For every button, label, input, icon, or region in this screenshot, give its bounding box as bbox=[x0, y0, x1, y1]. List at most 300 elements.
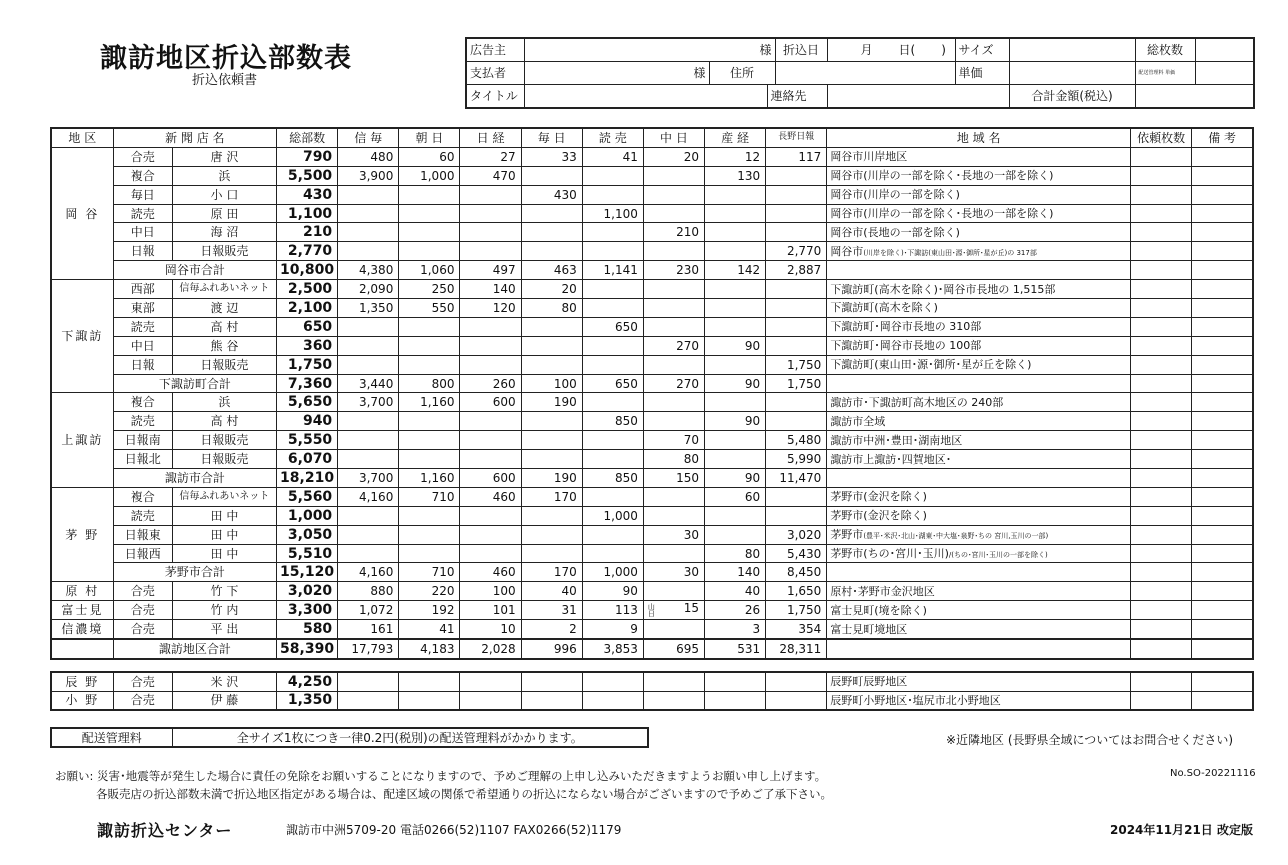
asahi-cell bbox=[399, 672, 460, 691]
request-count-cell[interactable] bbox=[1131, 450, 1192, 469]
region-cell: 辰 野 bbox=[51, 672, 113, 691]
yomiuri-cell: 650 bbox=[582, 317, 643, 336]
yomiuri-value: 113 bbox=[614, 603, 638, 618]
shinmai-cell: 3,700 bbox=[338, 393, 399, 412]
area-text: 諏訪市上諏訪･四賀地区･ bbox=[830, 452, 952, 466]
area-cell bbox=[827, 299, 1131, 318]
request-count-cell[interactable] bbox=[1131, 261, 1192, 280]
remarks-cell[interactable] bbox=[1192, 166, 1253, 185]
mainichi-cell bbox=[521, 166, 582, 185]
sankei-value: 3 bbox=[752, 622, 761, 637]
subtotal-total: 15,120 bbox=[277, 563, 338, 582]
grand-total-label: 諏訪地区合計 bbox=[113, 639, 276, 659]
chunichi-cell bbox=[643, 393, 704, 412]
sankei-subtotal: 140 bbox=[705, 563, 766, 582]
mainichi-cell bbox=[521, 450, 582, 469]
remarks-cell[interactable] bbox=[1192, 242, 1253, 261]
column-header: 信 毎 bbox=[338, 128, 399, 147]
sankei-cell bbox=[705, 223, 766, 242]
asahi-subtotal: 800 bbox=[399, 374, 460, 393]
shinmai-cell bbox=[338, 672, 399, 691]
sankei-cell bbox=[705, 450, 766, 469]
center-name: 諏訪折込センター bbox=[97, 821, 233, 840]
request-count-cell[interactable] bbox=[1131, 582, 1192, 601]
chunichi-cell bbox=[643, 506, 704, 525]
nagano-cell: 5,430 bbox=[766, 544, 827, 563]
address-field[interactable] bbox=[775, 62, 955, 85]
nikkei-subtotal: 600 bbox=[460, 469, 521, 488]
near-area-note: ※近隣地区 (長野県全域についてはお問合せください) bbox=[946, 733, 1233, 747]
chunichi-cell: 70 bbox=[643, 431, 704, 450]
remarks-cell[interactable] bbox=[1192, 204, 1253, 223]
total-sheets-field[interactable] bbox=[1195, 38, 1254, 62]
asahi-cell: 1,000 bbox=[399, 166, 460, 185]
asahi-cell: 710 bbox=[399, 487, 460, 506]
shinmai-cell bbox=[338, 223, 399, 242]
chunichi-cell bbox=[643, 242, 704, 261]
mainichi-cell bbox=[521, 336, 582, 355]
circulation-table bbox=[50, 127, 1254, 660]
chunichi-cell: 20 bbox=[643, 147, 704, 166]
asahi-cell: 250 bbox=[399, 280, 460, 299]
nagano-cell bbox=[766, 299, 827, 318]
subtotal-row bbox=[51, 374, 1253, 393]
area-text: 諏訪市･下諏訪町高木地区の 240部 bbox=[830, 395, 1004, 409]
paper-type-cell: 読売 bbox=[113, 412, 172, 431]
total-cell: 5,510 bbox=[277, 544, 338, 563]
request-count-cell[interactable] bbox=[1131, 431, 1192, 450]
paper-type-cell: 読売 bbox=[113, 204, 172, 223]
paper-type-cell: 中日 bbox=[113, 336, 172, 355]
shinmai-cell bbox=[338, 450, 399, 469]
chunichi-cell bbox=[643, 185, 704, 204]
remarks-cell[interactable] bbox=[1192, 317, 1253, 336]
nagano-cell bbox=[766, 336, 827, 355]
area-cell: 原村･茅野市金沢地区 bbox=[827, 582, 1131, 601]
total-cell: 2,770 bbox=[277, 242, 338, 261]
nagano-cell bbox=[766, 506, 827, 525]
request-count-cell[interactable] bbox=[1131, 355, 1192, 374]
store-name-cell: 日報販売 bbox=[172, 450, 276, 469]
insert-date-field[interactable] bbox=[827, 38, 955, 62]
month-label: 月 bbox=[860, 43, 873, 57]
column-header: 日 経 bbox=[460, 128, 521, 147]
total-cell: 5,550 bbox=[277, 431, 338, 450]
asahi-cell bbox=[399, 506, 460, 525]
remarks-cell[interactable] bbox=[1192, 393, 1253, 412]
chunichi-subtotal: 230 bbox=[643, 261, 704, 280]
area-cell bbox=[827, 204, 1131, 223]
table-row bbox=[51, 185, 1253, 204]
extra-areas-table bbox=[50, 671, 1254, 711]
nagano-cell bbox=[766, 185, 827, 204]
store-name-cell: 信毎ふれあいネット bbox=[172, 487, 276, 506]
mainichi-cell bbox=[521, 525, 582, 544]
paper-type-cell: 西部 bbox=[113, 280, 172, 299]
area-text: 諏訪市全域 bbox=[830, 414, 886, 428]
store-name-cell: 信毎ふれあいネット bbox=[172, 280, 276, 299]
nikkei-cell bbox=[460, 691, 521, 710]
sankei-cell bbox=[705, 672, 766, 691]
nikkei-cell bbox=[460, 506, 521, 525]
remarks-cell[interactable] bbox=[1192, 620, 1253, 639]
table-row bbox=[51, 582, 1253, 601]
sankei-cell bbox=[705, 431, 766, 450]
asahi-cell bbox=[399, 544, 460, 563]
nikkei-cell bbox=[460, 223, 521, 242]
area-text: 岡谷市川岸地区 bbox=[830, 150, 908, 164]
notice bbox=[55, 767, 832, 803]
request-count-cell[interactable] bbox=[1131, 242, 1192, 261]
advertiser-label: 広告主 bbox=[466, 38, 524, 62]
remarks-cell[interactable] bbox=[1192, 691, 1253, 710]
subtotal-total: 18,210 bbox=[277, 469, 338, 488]
store-name-cell: 田 中 bbox=[172, 506, 276, 525]
shinmai-cell: 1,350 bbox=[338, 299, 399, 318]
request-count-cell[interactable] bbox=[1131, 506, 1192, 525]
column-header: 新 聞 店 名 bbox=[113, 128, 276, 147]
sankei-cell bbox=[705, 299, 766, 318]
yomiuri-cell bbox=[582, 166, 643, 185]
yomiuri-cell bbox=[582, 431, 643, 450]
total-cell: 1,000 bbox=[277, 506, 338, 525]
request-count-cell[interactable] bbox=[1131, 601, 1192, 620]
advertiser-field[interactable] bbox=[524, 38, 775, 62]
area-cell bbox=[827, 431, 1131, 450]
nagano-subtotal: 2,887 bbox=[766, 261, 827, 280]
mainichi-cell bbox=[521, 506, 582, 525]
yomiuri-cell bbox=[582, 223, 643, 242]
asahi-grand-total: 4,183 bbox=[399, 639, 460, 659]
nagano-cell: 117 bbox=[766, 147, 827, 166]
shinmai-cell: 480 bbox=[338, 147, 399, 166]
paper-type-cell: 複合 bbox=[113, 393, 172, 412]
area-cell bbox=[827, 563, 1131, 582]
chunichi-cell bbox=[643, 317, 704, 336]
yomiuri-cell bbox=[582, 544, 643, 563]
nagano-cell bbox=[766, 672, 827, 691]
remarks-cell[interactable] bbox=[1192, 223, 1253, 242]
payer-field[interactable] bbox=[524, 62, 709, 85]
sankei-cell bbox=[705, 620, 766, 639]
table-row bbox=[51, 317, 1253, 336]
remarks-cell[interactable] bbox=[1192, 299, 1253, 318]
nikkei-cell bbox=[460, 582, 521, 601]
paper-type-cell: 日報西 bbox=[113, 544, 172, 563]
shinmai-cell: 3,900 bbox=[338, 166, 399, 185]
notice-line-2: 各販売店の折込部数未満で折込地区指定がある場合は、配達区域の関係で希望通りの折込にならない場合がございますので予めご了承下さい。 bbox=[96, 787, 832, 801]
mainichi-cell bbox=[521, 431, 582, 450]
remarks-cell[interactable] bbox=[1192, 582, 1253, 601]
nikkei-subtotal: 460 bbox=[460, 563, 521, 582]
request-count-cell[interactable] bbox=[1131, 147, 1192, 166]
paper-type-cell: 読売 bbox=[113, 317, 172, 336]
remarks-cell[interactable] bbox=[1192, 147, 1253, 166]
area-cell bbox=[827, 525, 1131, 544]
request-count-cell[interactable] bbox=[1131, 336, 1192, 355]
request-count-cell[interactable] bbox=[1131, 639, 1192, 659]
asahi-subtotal: 710 bbox=[399, 563, 460, 582]
sankei-cell bbox=[705, 601, 766, 620]
nagano-cell bbox=[766, 412, 827, 431]
table-row bbox=[51, 672, 1253, 691]
nikkei-cell bbox=[460, 317, 521, 336]
yomiuri-cell bbox=[582, 355, 643, 374]
total-amount-field[interactable] bbox=[1135, 85, 1254, 109]
request-count-cell[interactable] bbox=[1131, 299, 1192, 318]
paper-type-cell: 毎日 bbox=[113, 185, 172, 204]
asahi-cell bbox=[399, 620, 460, 639]
store-name-cell: 日報販売 bbox=[172, 242, 276, 261]
nikkei-cell: 140 bbox=[460, 280, 521, 299]
nagano-cell: 2,770 bbox=[766, 242, 827, 261]
table-row bbox=[51, 299, 1253, 318]
page-subtitle: 折込依頼書 bbox=[192, 73, 258, 88]
yomiuri-cell bbox=[582, 450, 643, 469]
total-cell: 790 bbox=[277, 147, 338, 166]
yomiuri-cell bbox=[582, 601, 643, 620]
yomiuri-cell bbox=[582, 185, 643, 204]
contact-field[interactable] bbox=[827, 85, 1009, 109]
chunichi-subtotal: 270 bbox=[643, 374, 704, 393]
remarks-cell[interactable] bbox=[1192, 672, 1253, 691]
nikkei-cell bbox=[460, 450, 521, 469]
request-count-cell[interactable] bbox=[1131, 672, 1192, 691]
store-name-cell: 竹 下 bbox=[172, 582, 276, 601]
chunichi-cell bbox=[643, 672, 704, 691]
asahi-value: 192 bbox=[431, 603, 455, 618]
sama-label: 様 bbox=[759, 43, 772, 57]
paper-type-cell: 中日 bbox=[113, 223, 172, 242]
region-cell: 上諏訪 bbox=[51, 393, 113, 487]
column-header: 依頼枚数 bbox=[1131, 128, 1192, 147]
chunichi-cell bbox=[643, 166, 704, 185]
asahi-cell bbox=[399, 355, 460, 374]
area-text: 茅野市 bbox=[830, 528, 864, 542]
nagano-cell bbox=[766, 317, 827, 336]
request-count-cell[interactable] bbox=[1131, 691, 1192, 710]
nagano-cell bbox=[766, 223, 827, 242]
area-text: 諏訪市中洲･豊田･湖南地区 bbox=[830, 433, 963, 447]
total-cell: 430 bbox=[277, 185, 338, 204]
subtotal-row bbox=[51, 563, 1253, 582]
subtotal-total: 7,360 bbox=[277, 374, 338, 393]
total-cell: 210 bbox=[277, 223, 338, 242]
mainichi-subtotal: 190 bbox=[521, 469, 582, 488]
unit-price-field[interactable] bbox=[1009, 62, 1135, 85]
remarks-cell[interactable] bbox=[1192, 525, 1253, 544]
request-count-cell[interactable] bbox=[1131, 280, 1192, 299]
mainichi-cell bbox=[521, 355, 582, 374]
mainichi-cell bbox=[521, 582, 582, 601]
total-cell: 3,020 bbox=[277, 582, 338, 601]
column-header: 総部数 bbox=[277, 128, 338, 147]
request-count-cell[interactable] bbox=[1131, 563, 1192, 582]
area-cell bbox=[827, 487, 1131, 506]
area-cell bbox=[827, 639, 1131, 659]
request-count-cell[interactable] bbox=[1131, 204, 1192, 223]
area-text: 岡谷市(川岸の一部を除く･長地の一部を除く) bbox=[830, 169, 1054, 183]
table-row bbox=[51, 280, 1253, 299]
asahi-cell bbox=[399, 317, 460, 336]
paper-type-cell: 複合 bbox=[113, 166, 172, 185]
request-count-cell[interactable] bbox=[1131, 185, 1192, 204]
store-name-cell: 小 口 bbox=[172, 185, 276, 204]
remarks-cell[interactable] bbox=[1192, 487, 1253, 506]
sankei-cell: 60 bbox=[705, 487, 766, 506]
column-header: 地 区 bbox=[51, 128, 113, 147]
sankei-cell: 12 bbox=[705, 147, 766, 166]
remarks-cell[interactable] bbox=[1192, 563, 1253, 582]
sankei-value: 40 bbox=[744, 584, 761, 599]
store-name-cell: 原 田 bbox=[172, 204, 276, 223]
remarks-cell[interactable] bbox=[1192, 431, 1253, 450]
area-cell bbox=[827, 469, 1131, 488]
nagano-value: 354 bbox=[798, 622, 822, 637]
nikkei-value: 100 bbox=[492, 584, 516, 599]
chunichi-cell bbox=[643, 280, 704, 299]
nagano-cell: 1,750 bbox=[766, 355, 827, 374]
request-count-cell[interactable] bbox=[1131, 166, 1192, 185]
grand-total-spacer bbox=[51, 639, 113, 659]
remarks-cell[interactable] bbox=[1192, 601, 1253, 620]
region-cell: 富士見 bbox=[51, 601, 113, 620]
table-row bbox=[51, 147, 1253, 166]
grand-total-row bbox=[51, 639, 1253, 659]
asahi-cell bbox=[399, 691, 460, 710]
order-form-header bbox=[465, 37, 1255, 109]
region-cell: 小 野 bbox=[51, 691, 113, 710]
store-name-cell: 日報販売 bbox=[172, 431, 276, 450]
mainichi-grand-total: 996 bbox=[521, 639, 582, 659]
request-count-cell[interactable] bbox=[1131, 374, 1192, 393]
area-cell bbox=[827, 280, 1131, 299]
area-cell: 辰野町小野地区･塩尻市北小野地区 bbox=[827, 691, 1131, 710]
shinmai-cell bbox=[338, 691, 399, 710]
sankei-value: 26 bbox=[744, 603, 761, 618]
mainichi-cell bbox=[521, 691, 582, 710]
mainichi-cell: 190 bbox=[521, 393, 582, 412]
asahi-cell bbox=[399, 601, 460, 620]
nikkei-cell bbox=[460, 336, 521, 355]
nagano-cell bbox=[766, 691, 827, 710]
size-field[interactable] bbox=[1009, 38, 1135, 62]
asahi-cell bbox=[399, 223, 460, 242]
request-count-cell[interactable] bbox=[1131, 317, 1192, 336]
nikkei-cell bbox=[460, 204, 521, 223]
remarks-cell[interactable] bbox=[1192, 355, 1253, 374]
request-count-cell[interactable] bbox=[1131, 620, 1192, 639]
total-cell: 2,500 bbox=[277, 280, 338, 299]
request-count-cell[interactable] bbox=[1131, 525, 1192, 544]
nagano-cell bbox=[766, 620, 827, 639]
yomiuri-cell bbox=[582, 691, 643, 710]
store-name-cell: 田 中 bbox=[172, 544, 276, 563]
request-count-cell[interactable] bbox=[1131, 469, 1192, 488]
nikkei-cell bbox=[460, 185, 521, 204]
mainichi-value: 2 bbox=[569, 622, 577, 637]
table-row bbox=[51, 691, 1253, 710]
table-row bbox=[51, 544, 1253, 563]
paper-type-cell: 日報 bbox=[113, 355, 172, 374]
sankei-cell bbox=[705, 204, 766, 223]
area-note: /(ちの･宮川･玉川の一部を除く) bbox=[948, 551, 1048, 560]
chunichi-cell bbox=[643, 620, 704, 639]
nikkei-cell: 27 bbox=[460, 147, 521, 166]
chunichi-subtotal: 30 bbox=[643, 563, 704, 582]
chunichi-cell bbox=[643, 355, 704, 374]
nikkei-value: 10 bbox=[500, 622, 516, 637]
nagano-cell: 5,990 bbox=[766, 450, 827, 469]
remarks-cell[interactable] bbox=[1192, 639, 1253, 659]
area-cell bbox=[827, 242, 1131, 261]
remarks-cell[interactable] bbox=[1192, 450, 1253, 469]
title-field[interactable] bbox=[524, 85, 767, 109]
yomiuri-value: 90 bbox=[622, 584, 638, 599]
asahi-subtotal: 1,160 bbox=[399, 469, 460, 488]
request-count-cell[interactable] bbox=[1131, 412, 1192, 431]
nagano-cell bbox=[766, 166, 827, 185]
request-count-cell[interactable] bbox=[1131, 487, 1192, 506]
shinmai-cell bbox=[338, 204, 399, 223]
store-name-cell: 唐 沢 bbox=[172, 147, 276, 166]
table-row bbox=[51, 431, 1253, 450]
chunichi-cell bbox=[643, 601, 704, 620]
yomiuri-cell: 1,100 bbox=[582, 204, 643, 223]
delivery-fee-box bbox=[50, 727, 649, 748]
remarks-cell[interactable] bbox=[1192, 412, 1253, 431]
region-cell: 原 村 bbox=[51, 582, 113, 601]
mainichi-subtotal: 170 bbox=[521, 563, 582, 582]
asahi-cell bbox=[399, 525, 460, 544]
asahi-cell bbox=[399, 431, 460, 450]
sankei-cell bbox=[705, 393, 766, 412]
remarks-cell[interactable] bbox=[1192, 261, 1253, 280]
table-row bbox=[51, 601, 1253, 620]
remarks-cell[interactable] bbox=[1192, 374, 1253, 393]
remarks-cell[interactable] bbox=[1192, 506, 1253, 525]
remarks-cell[interactable] bbox=[1192, 336, 1253, 355]
shinmai-cell bbox=[338, 601, 399, 620]
remarks-cell[interactable] bbox=[1192, 544, 1253, 563]
request-count-cell[interactable] bbox=[1131, 223, 1192, 242]
page-title: 諏訪地区折込部数表 bbox=[100, 43, 352, 74]
grand-total-value: 58,390 bbox=[277, 639, 338, 659]
asahi-value: 220 bbox=[431, 584, 455, 599]
request-count-cell[interactable] bbox=[1131, 393, 1192, 412]
table-row bbox=[51, 525, 1253, 544]
remarks-cell[interactable] bbox=[1192, 185, 1253, 204]
total-sheets-label: 総枚数 bbox=[1135, 38, 1195, 62]
remarks-cell[interactable] bbox=[1192, 280, 1253, 299]
nikkei-cell bbox=[460, 620, 521, 639]
store-name-cell: 伊 藤 bbox=[172, 691, 276, 710]
nikkei-value: 101 bbox=[492, 603, 516, 618]
store-name-cell: 竹 内 bbox=[172, 601, 276, 620]
mgmt-fee-field[interactable] bbox=[1195, 62, 1254, 85]
area-cell bbox=[827, 544, 1131, 563]
area-cell bbox=[827, 223, 1131, 242]
request-count-cell[interactable] bbox=[1131, 544, 1192, 563]
mainichi-value: 40 bbox=[561, 584, 577, 599]
sankei-cell bbox=[705, 525, 766, 544]
shinmai-value: 161 bbox=[370, 622, 394, 637]
store-name-cell: 田 中 bbox=[172, 525, 276, 544]
yomiuri-cell bbox=[582, 336, 643, 355]
remarks-cell[interactable] bbox=[1192, 469, 1253, 488]
asahi-subtotal: 1,060 bbox=[399, 261, 460, 280]
area-cell bbox=[827, 393, 1131, 412]
